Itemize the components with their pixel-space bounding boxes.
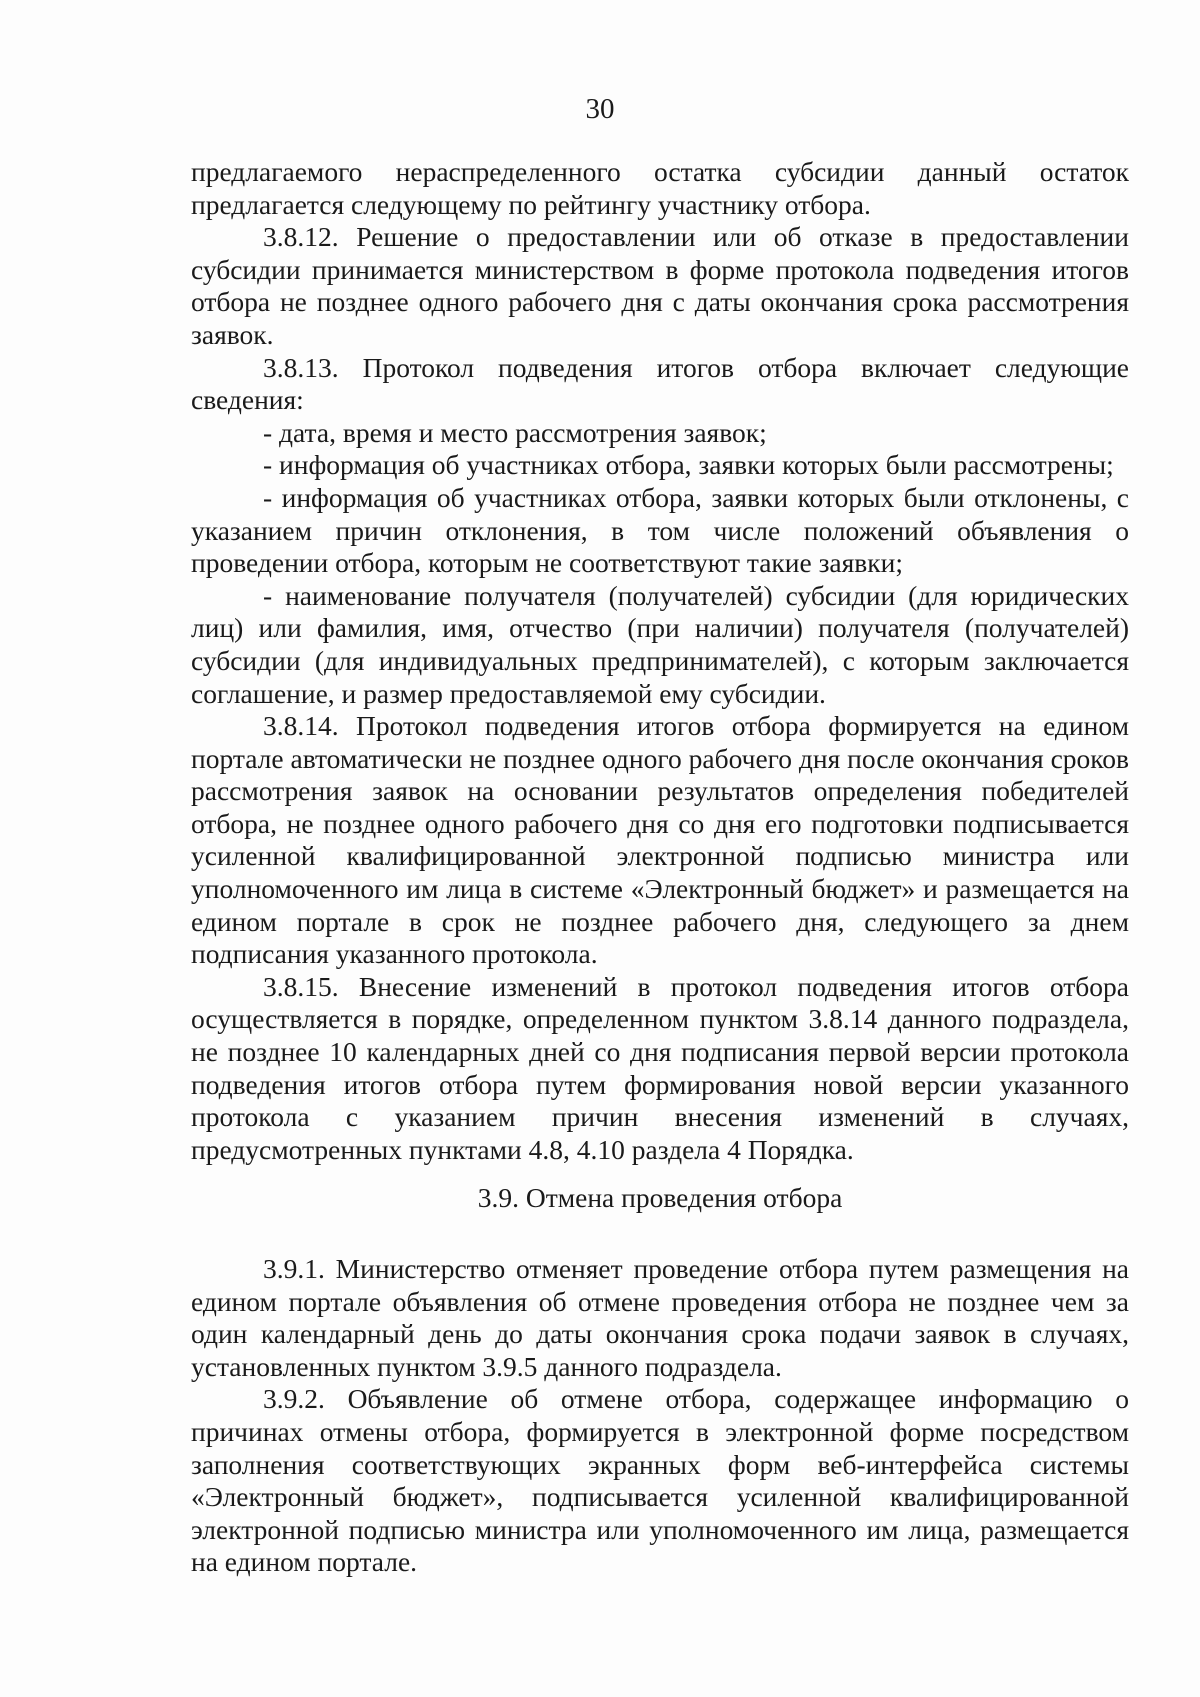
- paragraph-3-8-13: 3.8.13. Протокол подведения итогов отбора включает следующие сведения:: [191, 351, 1129, 416]
- page-number: 30: [585, 93, 615, 125]
- paragraph-3-9-1: 3.9.1. Министерство отменяет проведение отбора путем размещения на едином портале объявления об отмене проведения отбора не позднее чем за один календарный день до даты окончания срока подачи заявок в случаях, установленных пунктом 3.9.5 данного подраздела.: [191, 1253, 1129, 1382]
- list-item-date-time-place: - дата, время и место рассмотрения заявок;: [263, 416, 767, 448]
- list-item-recipient-name: - наименование получателя (получателей) субсидии (для юридических лиц) или фамилия, имя, отчество (при наличии) получателя (получателей) субсидии (для индивидуальных предпринимателей), с которым заключается соглашение, и размер предоставляемой ему субсидии.: [191, 579, 1129, 709]
- section-heading: 3.9. Отмена проведения отбора: [477, 1182, 843, 1214]
- paragraph-3-8-14: 3.8.14. Протокол подведения итогов отбора формируется на едином портале автоматически не позднее одного рабочего дня после окончания сроков рассмотрения заявок на основании результатов определения победителей отбора, не позднее одного рабочего дня со дня его подготовки подписывается усиленной квалифицированной электронной подписью министра или уполномоченного им лица в системе «Электронный бюджет» и размещается на едином портале в срок не позднее рабочего дня, следующего за днем подписания указанного протокола.: [191, 710, 1129, 970]
- paragraph-3-8-15: 3.8.15. Внесение изменений в протокол подведения итогов отбора осуществляется в порядке, определенном пунктом 3.8.14 данного подраздела, не позднее 10 календарных дней со дня подписания первой версии протокола подведения итогов отбора путем формирования новой версии указанного протокола с указанием причин внесения изменений в случаях, предусмотренных пунктами 4.8, 4.10 раздела 4 Порядка.: [191, 970, 1129, 1165]
- list-item-participants-reviewed: - информация об участниках отбора, заявки которых были рассмотрены;: [263, 449, 1114, 481]
- document-body: [191, 156, 1129, 1579]
- paragraph-3-8-12: 3.8.12. Решение о предоставлении или об отказе в предоставлении субсидии принимается министерством в форме протокола подведения итогов отбора не позднее одного рабочего дня с даты окончания срока рассмотрения заявок.: [191, 221, 1129, 350]
- paragraph-continuation: предлагаемого нераспределенного остатка субсидии данный остаток предлагается следующему по рейтингу участнику отбора.: [191, 156, 1129, 220]
- paragraph-3-9-2: 3.9.2. Объявление об отмене отбора, содержащее информацию о причинах отмены отбора, формируется в электронной форме посредством заполнения соответствующих экранных форм веб-интерфейса системы «Электронный бюджет», подписывается усиленной квалифицированной электронной подписью министра или уполномоченного им лица, размещается на едином портале.: [191, 1383, 1129, 1578]
- list-item-participants-rejected: - информация об участниках отбора, заявки которых были отклонены, с указанием причин отклонения, в том числе положений объявления о проведении отбора, которым не соответствуют такие заявки;: [191, 481, 1129, 579]
